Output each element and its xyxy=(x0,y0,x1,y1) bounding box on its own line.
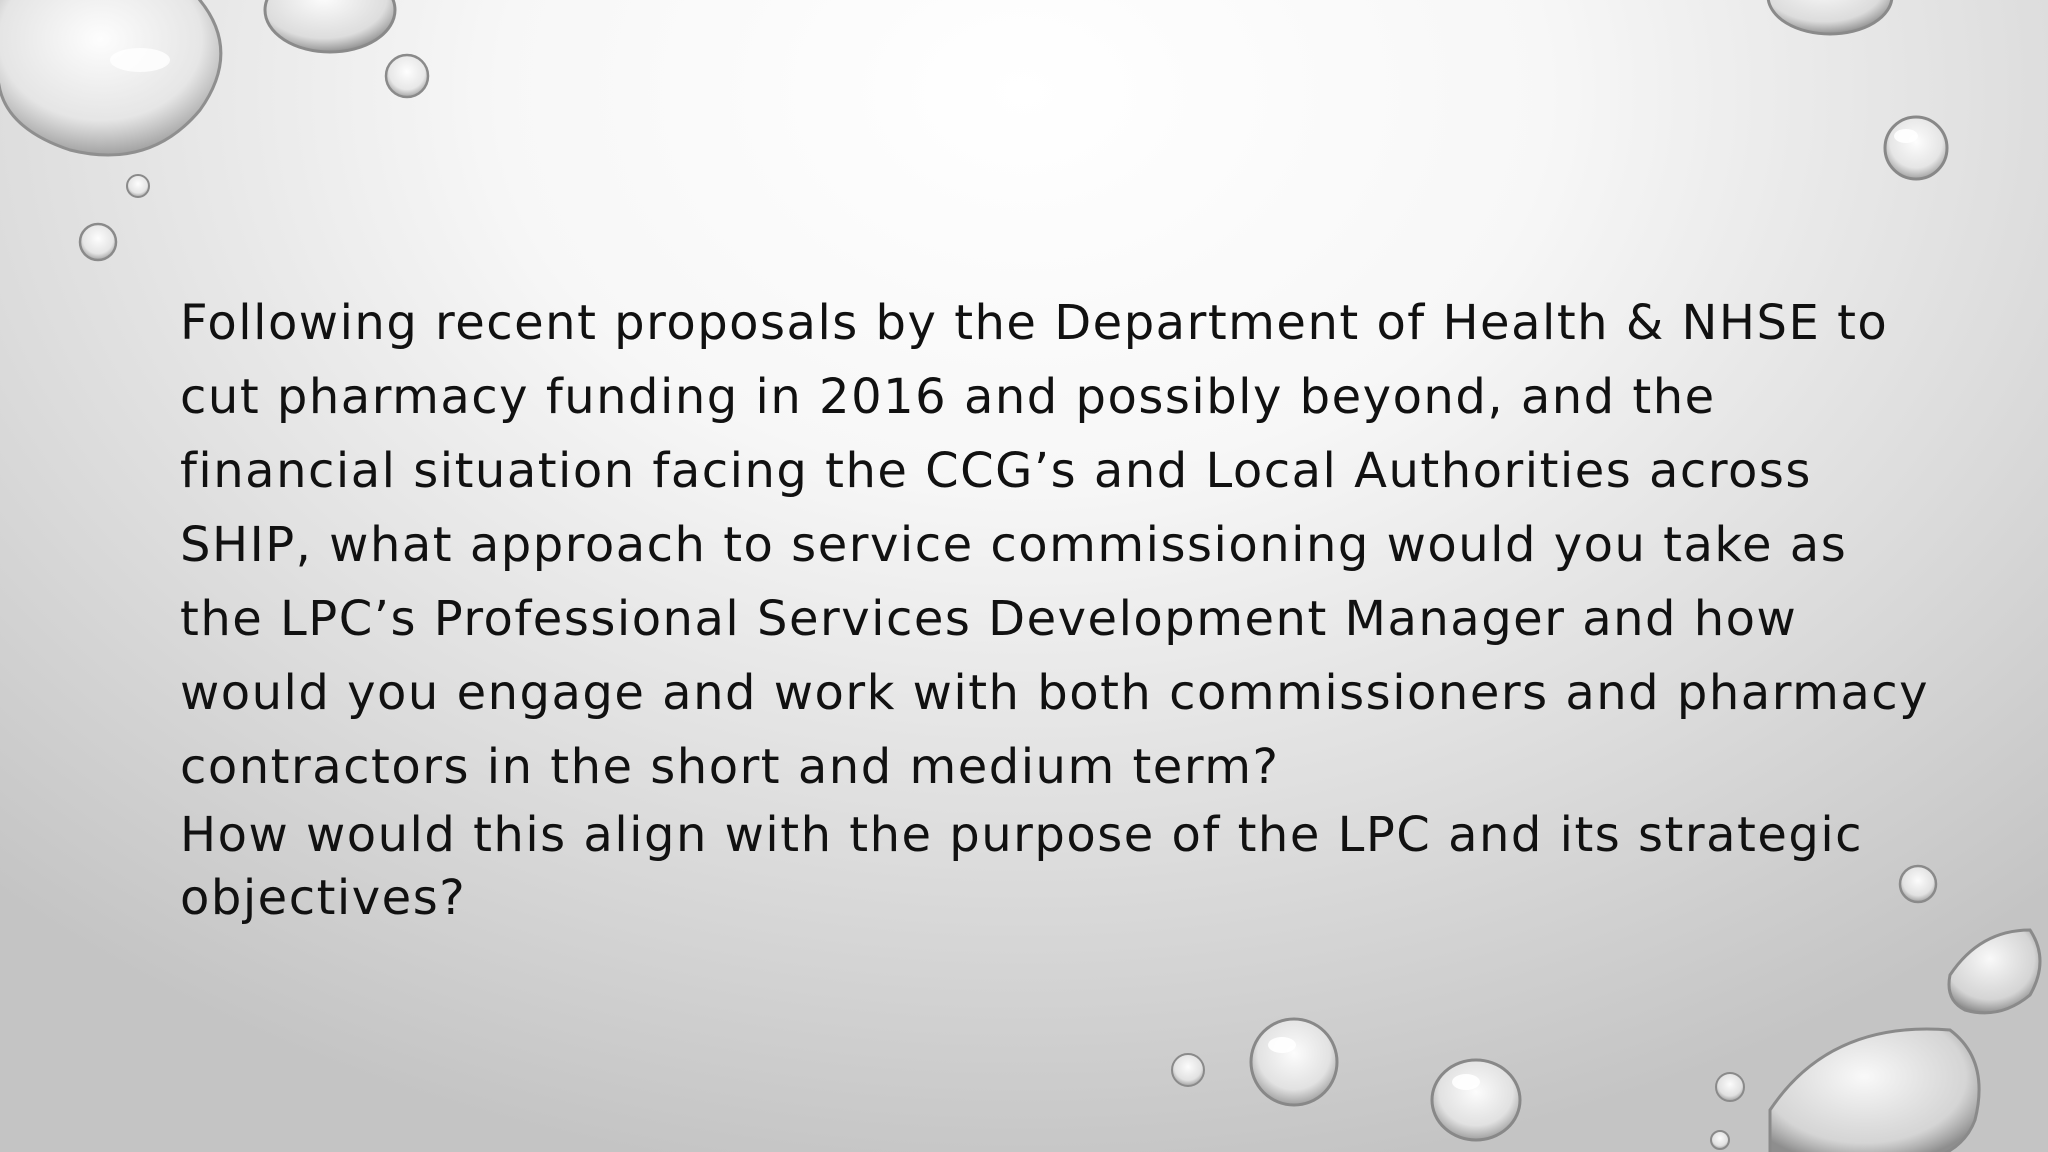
droplet xyxy=(1711,1131,1729,1149)
text-line: cut pharmacy funding in 2016 and possibly beyond, and the xyxy=(180,369,1716,425)
text-line: the LPC’s Professional Services Development Manager and how xyxy=(180,591,1798,647)
droplet xyxy=(80,224,116,260)
text-line: SHIP, what approach to service commissioning would you take as xyxy=(180,517,1848,573)
droplet xyxy=(265,0,395,52)
droplet xyxy=(386,55,428,97)
text-line: financial situation facing the CCG’s and Local Authorities across xyxy=(180,443,1812,499)
droplet xyxy=(1172,1054,1204,1086)
droplet xyxy=(1770,1029,1979,1152)
droplet xyxy=(1949,930,2040,1013)
text-line: How would this align with the purpose of the LPC and its strategic xyxy=(180,807,1864,863)
droplet xyxy=(1716,1073,1744,1101)
text-line: contractors in the short and medium term? xyxy=(180,739,1280,795)
droplet xyxy=(1432,1060,1520,1140)
droplet xyxy=(127,175,149,197)
question-paragraph xyxy=(180,286,1930,804)
droplet xyxy=(1885,117,1947,179)
droplet xyxy=(1768,0,1892,34)
text-line: objectives? xyxy=(180,870,467,926)
droplet xyxy=(0,0,221,155)
follow-up-paragraph xyxy=(180,804,1920,930)
droplet xyxy=(1251,1019,1337,1105)
slide-body-text xyxy=(180,286,1930,930)
text-line: Following recent proposals by the Department of Health & NHSE to xyxy=(180,295,1889,351)
text-line: would you engage and work with both commissioners and pharmacy xyxy=(180,665,1930,721)
